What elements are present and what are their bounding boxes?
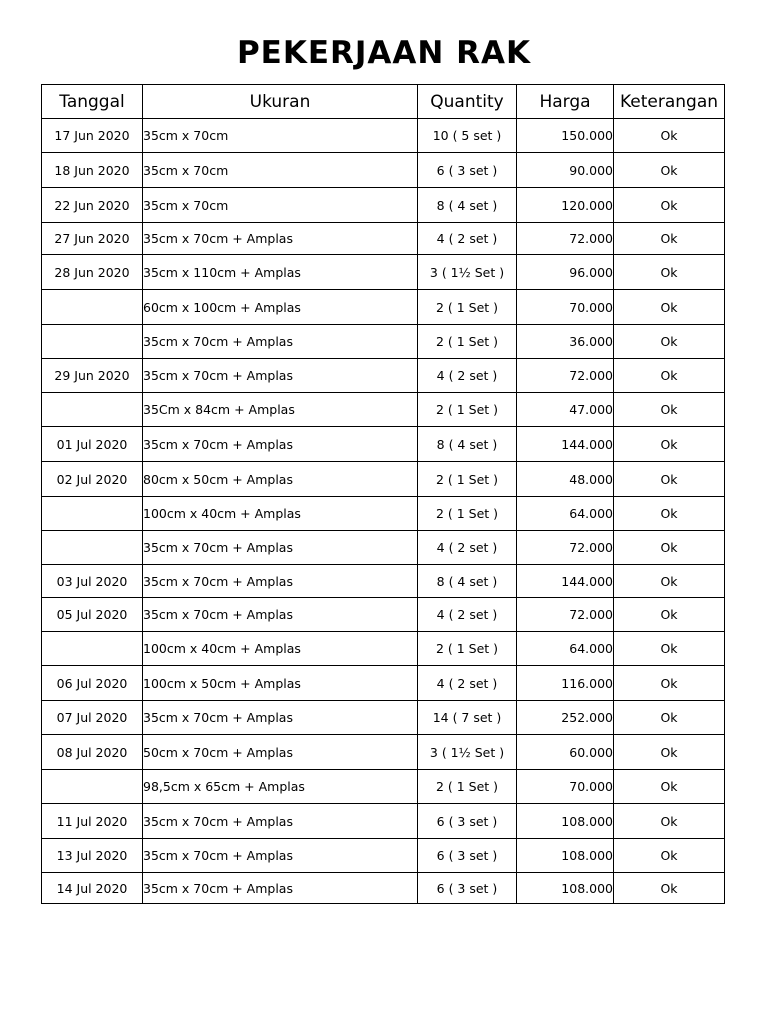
cell-quantity: 4 ( 2 set ) — [418, 223, 517, 255]
cell-keterangan: Ok — [614, 565, 725, 598]
cell-tanggal: 02 Jul 2020 — [42, 462, 143, 497]
table-row — [42, 804, 725, 839]
cell-tanggal: 17 Jun 2020 — [42, 119, 143, 153]
cell-tanggal — [42, 770, 143, 804]
cell-keterangan: Ok — [614, 359, 725, 393]
cell-keterangan: Ok — [614, 462, 725, 497]
cell-harga: 36.000 — [517, 325, 614, 359]
cell-keterangan: Ok — [614, 497, 725, 531]
cell-harga: 70.000 — [517, 770, 614, 804]
cell-ukuran: 35cm x 70cm + Amplas — [143, 359, 418, 393]
cell-quantity: 3 ( 1½ Set ) — [418, 255, 517, 290]
cell-keterangan: Ok — [614, 770, 725, 804]
cell-harga: 47.000 — [517, 393, 614, 427]
cell-tanggal: 13 Jul 2020 — [42, 839, 143, 873]
table-row — [42, 701, 725, 735]
table-row — [42, 255, 725, 290]
table-row — [42, 153, 725, 188]
cell-harga: 116.000 — [517, 666, 614, 701]
cell-ukuran: 35cm x 110cm + Amplas — [143, 255, 418, 290]
table-row — [42, 290, 725, 325]
cell-quantity: 14 ( 7 set ) — [418, 701, 517, 735]
cell-quantity: 8 ( 4 set ) — [418, 188, 517, 223]
cell-harga: 72.000 — [517, 359, 614, 393]
cell-ukuran: 35cm x 70cm + Amplas — [143, 223, 418, 255]
cell-tanggal — [42, 325, 143, 359]
cell-tanggal: 06 Jul 2020 — [42, 666, 143, 701]
cell-ukuran: 35cm x 70cm + Amplas — [143, 701, 418, 735]
cell-quantity: 2 ( 1 Set ) — [418, 290, 517, 325]
cell-harga: 108.000 — [517, 839, 614, 873]
page-title: PEKERJAAN RAK — [236, 35, 532, 71]
cell-ukuran: 35cm x 70cm + Amplas — [143, 565, 418, 598]
header-tanggal: Tanggal — [42, 85, 143, 119]
cell-ukuran: 35cm x 70cm + Amplas — [143, 839, 418, 873]
table-row — [42, 119, 725, 153]
work-table — [41, 84, 725, 904]
cell-harga: 64.000 — [517, 497, 614, 531]
cell-harga: 64.000 — [517, 632, 614, 666]
cell-harga: 108.000 — [517, 873, 614, 904]
cell-tanggal: 22 Jun 2020 — [42, 188, 143, 223]
cell-harga: 144.000 — [517, 565, 614, 598]
cell-ukuran: 60cm x 100cm + Amplas — [143, 290, 418, 325]
cell-keterangan: Ok — [614, 873, 725, 904]
cell-keterangan: Ok — [614, 393, 725, 427]
cell-harga: 252.000 — [517, 701, 614, 735]
cell-harga: 150.000 — [517, 119, 614, 153]
cell-quantity: 2 ( 1 Set ) — [418, 462, 517, 497]
cell-harga: 72.000 — [517, 531, 614, 565]
cell-harga: 72.000 — [517, 223, 614, 255]
cell-keterangan: Ok — [614, 735, 725, 770]
table-row — [42, 839, 725, 873]
cell-harga: 120.000 — [517, 188, 614, 223]
cell-harga: 108.000 — [517, 804, 614, 839]
cell-ukuran: 35cm x 70cm + Amplas — [143, 598, 418, 632]
cell-ukuran: 100cm x 50cm + Amplas — [143, 666, 418, 701]
cell-keterangan: Ok — [614, 119, 725, 153]
cell-tanggal: 07 Jul 2020 — [42, 701, 143, 735]
table-row — [42, 359, 725, 393]
header-ukuran: Ukuran — [143, 85, 418, 119]
cell-keterangan: Ok — [614, 153, 725, 188]
cell-tanggal: 05 Jul 2020 — [42, 598, 143, 632]
cell-tanggal — [42, 632, 143, 666]
table-body — [42, 119, 725, 904]
cell-quantity: 4 ( 2 set ) — [418, 666, 517, 701]
cell-tanggal — [42, 290, 143, 325]
cell-keterangan: Ok — [614, 290, 725, 325]
cell-ukuran: 35cm x 70cm — [143, 188, 418, 223]
cell-harga: 144.000 — [517, 427, 614, 462]
cell-ukuran: 98,5cm x 65cm + Amplas — [143, 770, 418, 804]
cell-keterangan: Ok — [614, 632, 725, 666]
cell-ukuran: 35cm x 70cm — [143, 153, 418, 188]
cell-keterangan: Ok — [614, 188, 725, 223]
cell-quantity: 8 ( 4 set ) — [418, 427, 517, 462]
cell-ukuran: 35cm x 70cm + Amplas — [143, 873, 418, 904]
cell-tanggal — [42, 393, 143, 427]
cell-tanggal: 18 Jun 2020 — [42, 153, 143, 188]
cell-keterangan: Ok — [614, 325, 725, 359]
header-row — [42, 85, 725, 119]
cell-ukuran: 35cm x 70cm + Amplas — [143, 531, 418, 565]
cell-ukuran: 35cm x 70cm + Amplas — [143, 325, 418, 359]
header-quantity: Quantity — [418, 85, 517, 119]
cell-harga: 48.000 — [517, 462, 614, 497]
table-row — [42, 393, 725, 427]
cell-quantity: 10 ( 5 set ) — [418, 119, 517, 153]
table-row — [42, 188, 725, 223]
cell-quantity: 2 ( 1 Set ) — [418, 393, 517, 427]
cell-keterangan: Ok — [614, 427, 725, 462]
cell-tanggal: 01 Jul 2020 — [42, 427, 143, 462]
cell-tanggal: 27 Jun 2020 — [42, 223, 143, 255]
cell-keterangan: Ok — [614, 255, 725, 290]
cell-tanggal: 11 Jul 2020 — [42, 804, 143, 839]
cell-keterangan: Ok — [614, 701, 725, 735]
cell-quantity: 2 ( 1 Set ) — [418, 325, 517, 359]
cell-quantity: 4 ( 2 set ) — [418, 598, 517, 632]
cell-tanggal: 03 Jul 2020 — [42, 565, 143, 598]
cell-quantity: 6 ( 3 set ) — [418, 804, 517, 839]
cell-quantity: 8 ( 4 set ) — [418, 565, 517, 598]
cell-ukuran: 35cm x 70cm + Amplas — [143, 427, 418, 462]
cell-quantity: 4 ( 2 set ) — [418, 359, 517, 393]
cell-keterangan: Ok — [614, 666, 725, 701]
cell-harga: 72.000 — [517, 598, 614, 632]
cell-tanggal — [42, 497, 143, 531]
table-row — [42, 565, 725, 598]
cell-ukuran: 100cm x 40cm + Amplas — [143, 632, 418, 666]
header-harga: Harga — [517, 85, 614, 119]
cell-tanggal: 08 Jul 2020 — [42, 735, 143, 770]
table-row — [42, 873, 725, 904]
cell-ukuran: 50cm x 70cm + Amplas — [143, 735, 418, 770]
cell-harga: 60.000 — [517, 735, 614, 770]
table-row — [42, 325, 725, 359]
cell-harga: 70.000 — [517, 290, 614, 325]
cell-quantity: 6 ( 3 set ) — [418, 153, 517, 188]
cell-quantity: 6 ( 3 set ) — [418, 839, 517, 873]
cell-ukuran: 35Cm x 84cm + Amplas — [143, 393, 418, 427]
cell-keterangan: Ok — [614, 223, 725, 255]
table-header — [42, 85, 725, 119]
table-row — [42, 735, 725, 770]
table-row — [42, 223, 725, 255]
cell-ukuran: 35cm x 70cm + Amplas — [143, 804, 418, 839]
table-row — [42, 531, 725, 565]
cell-keterangan: Ok — [614, 839, 725, 873]
cell-quantity: 2 ( 1 Set ) — [418, 497, 517, 531]
cell-quantity: 6 ( 3 set ) — [418, 873, 517, 904]
table-row — [42, 462, 725, 497]
cell-tanggal: 14 Jul 2020 — [42, 873, 143, 904]
cell-tanggal: 29 Jun 2020 — [42, 359, 143, 393]
cell-ukuran: 80cm x 50cm + Amplas — [143, 462, 418, 497]
table-row — [42, 770, 725, 804]
table-row — [42, 427, 725, 462]
cell-keterangan: Ok — [614, 531, 725, 565]
cell-tanggal — [42, 531, 143, 565]
table-row — [42, 598, 725, 632]
cell-keterangan: Ok — [614, 598, 725, 632]
cell-harga: 90.000 — [517, 153, 614, 188]
cell-ukuran: 35cm x 70cm — [143, 119, 418, 153]
cell-keterangan: Ok — [614, 804, 725, 839]
cell-quantity: 2 ( 1 Set ) — [418, 770, 517, 804]
table-row — [42, 497, 725, 531]
header-keterangan: Keterangan — [614, 85, 725, 119]
table-row — [42, 632, 725, 666]
cell-quantity: 4 ( 2 set ) — [418, 531, 517, 565]
cell-ukuran: 100cm x 40cm + Amplas — [143, 497, 418, 531]
cell-quantity: 3 ( 1½ Set ) — [418, 735, 517, 770]
cell-tanggal: 28 Jun 2020 — [42, 255, 143, 290]
cell-quantity: 2 ( 1 Set ) — [418, 632, 517, 666]
cell-harga: 96.000 — [517, 255, 614, 290]
table-row — [42, 666, 725, 701]
